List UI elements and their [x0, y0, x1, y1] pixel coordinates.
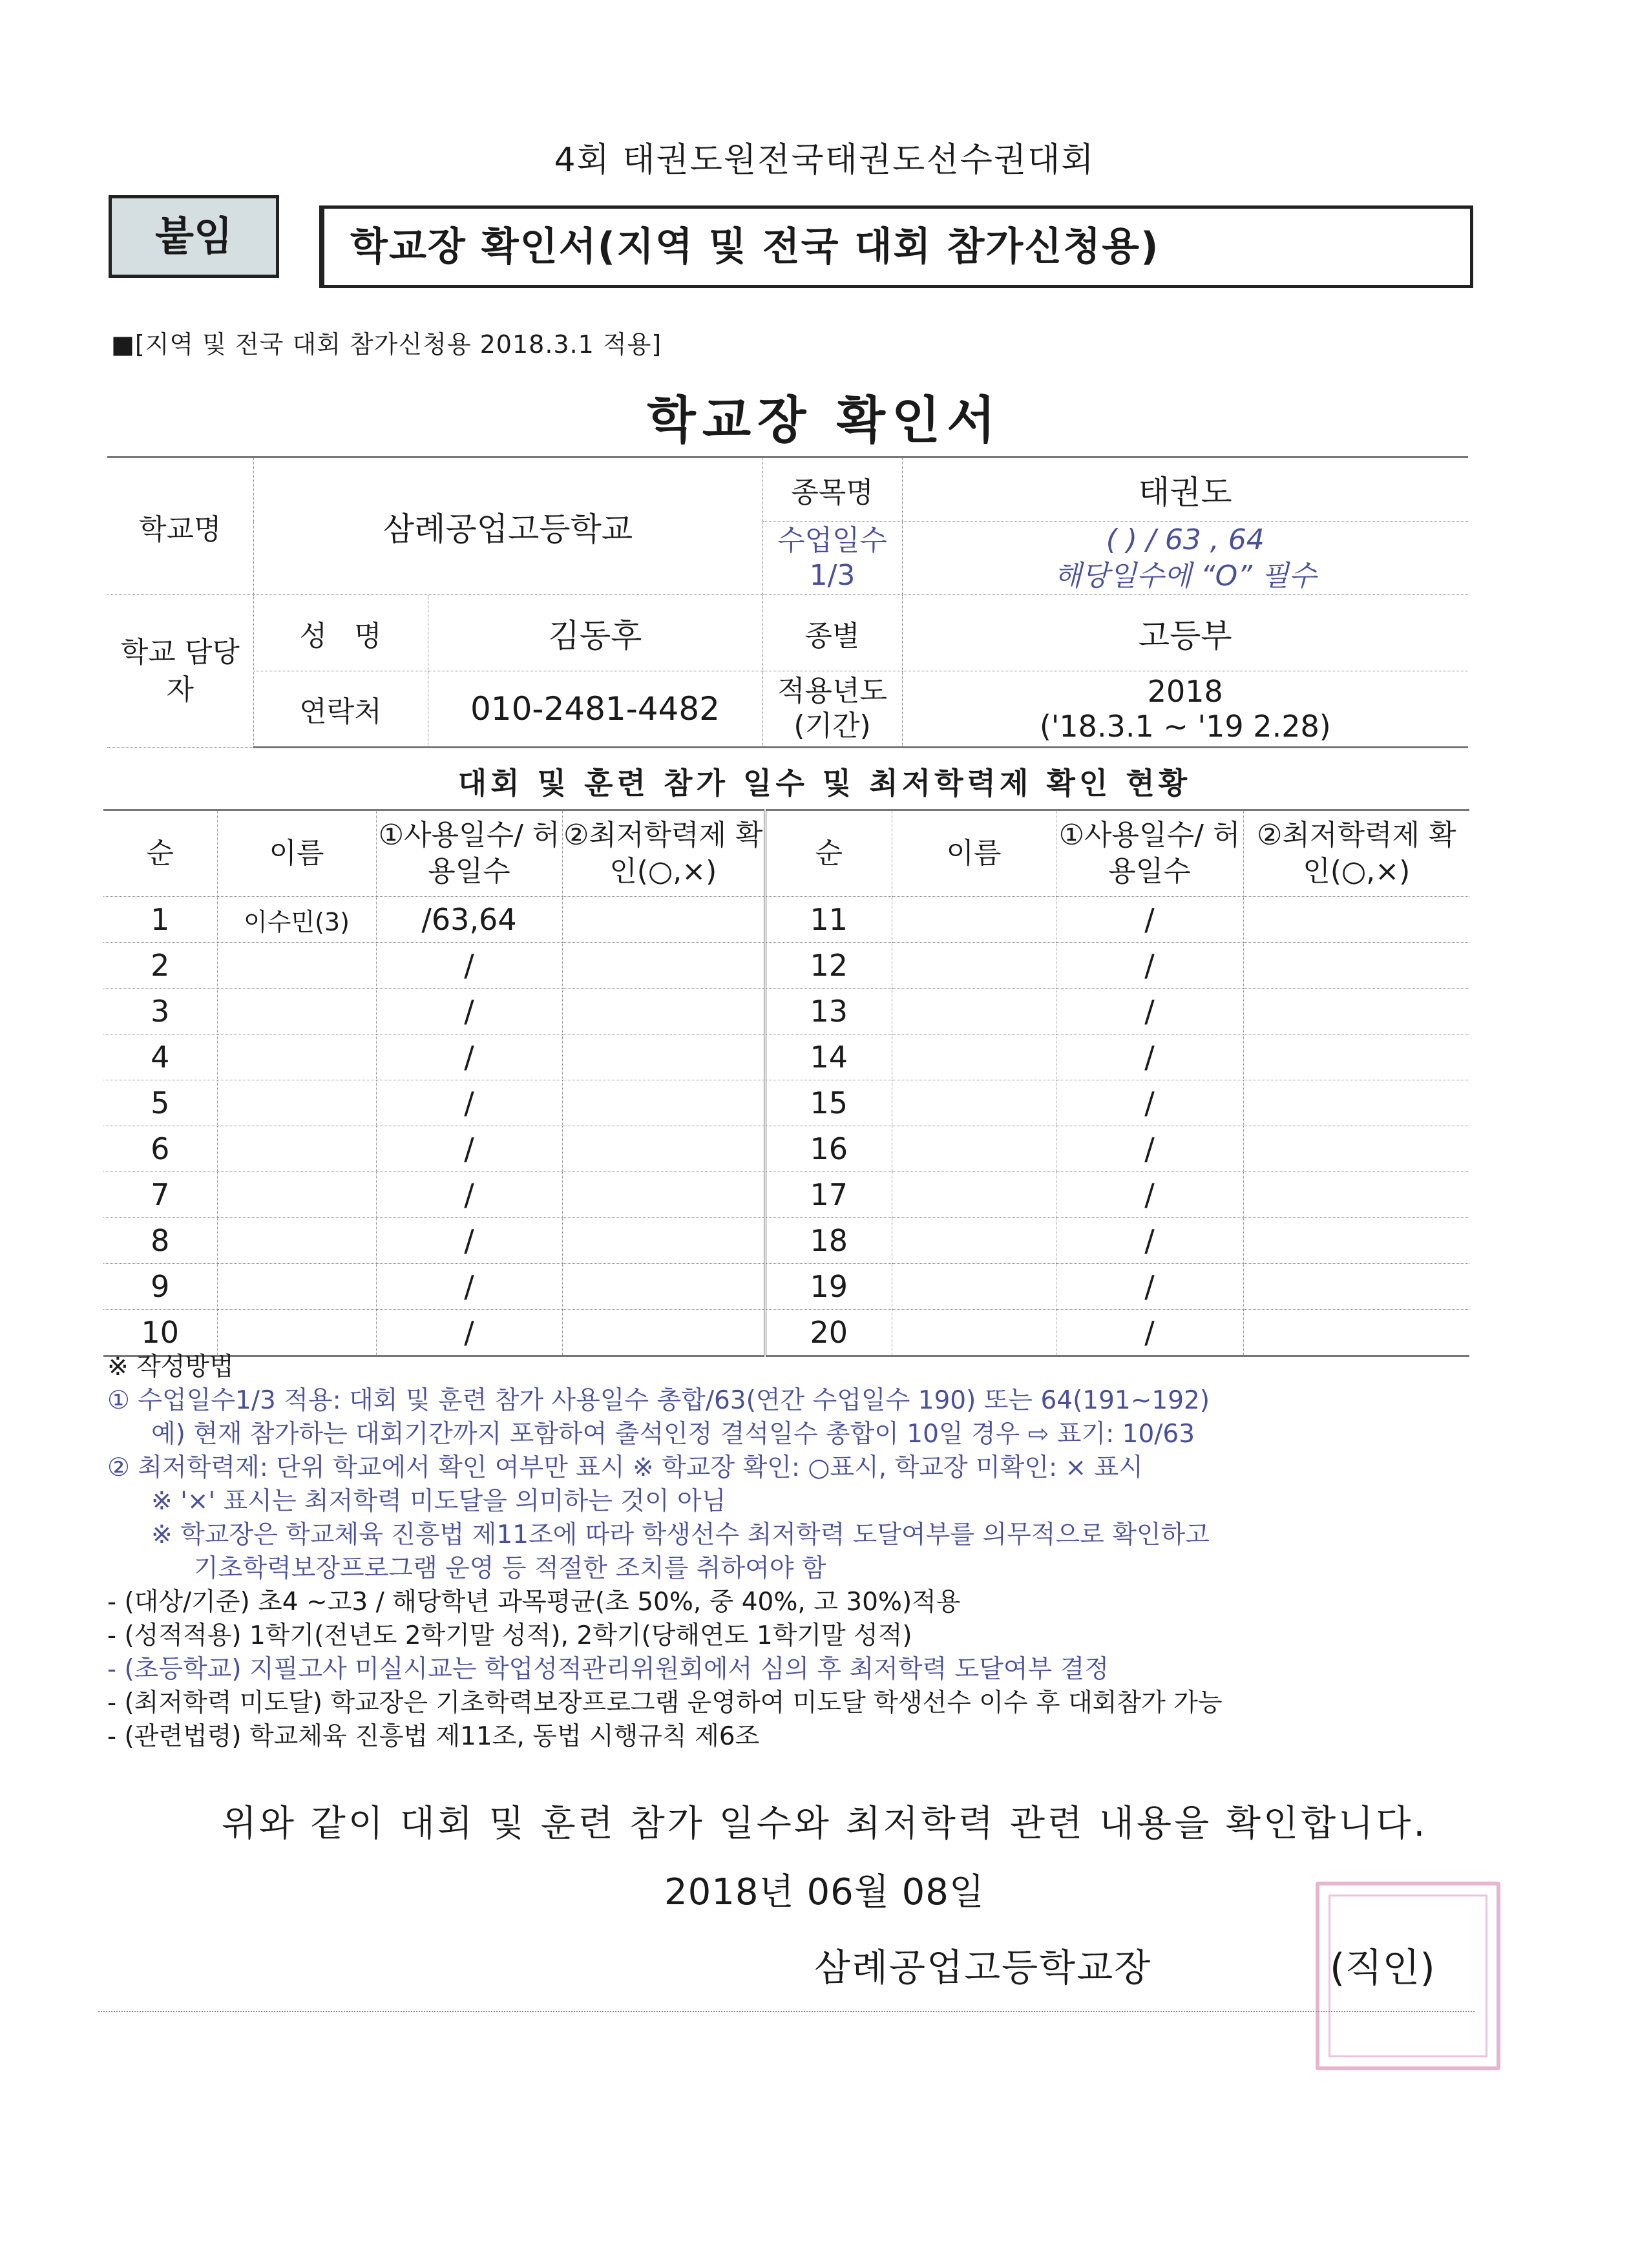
row-number: 9: [103, 1264, 217, 1310]
student-name: 이수민(3): [217, 897, 376, 943]
days-used: /: [376, 1264, 562, 1310]
detail-5: - (관련법령) 학교체육 진흥법 제11조, 동법 시행규칙 제6조: [107, 1722, 760, 1751]
table-row: [103, 1080, 1469, 1126]
table-row: [103, 1264, 1469, 1310]
seal-label: (직인): [1330, 1946, 1435, 1991]
year-value: 2018: [1147, 674, 1223, 709]
row-number: 17: [765, 1172, 892, 1218]
student-name: [217, 1218, 376, 1264]
min-academic-check: [1243, 943, 1469, 989]
student-name: [217, 1310, 376, 1356]
days-used: /: [1056, 1080, 1243, 1126]
subtitle: ■[지역 및 전국 대회 참가신청용 2018.3.1 적용]: [111, 330, 662, 359]
days-used: /: [1056, 1126, 1243, 1172]
row-number: 20: [765, 1310, 892, 1356]
headline-box: 학교장 확인서(지역 및 전국 대회 참가신청용): [319, 205, 1473, 288]
days-used: /: [1056, 1034, 1243, 1080]
days-used: /: [376, 1126, 562, 1172]
student-name: [217, 1034, 376, 1080]
min-academic-check: [1243, 1080, 1469, 1126]
days-used: /: [1056, 1172, 1243, 1218]
col-header-days: ①사용일수/ 허용일수: [376, 810, 562, 897]
period-value: ('18.3.1 ~ '19 2.28): [1039, 709, 1331, 744]
event-label: 종목명: [762, 457, 902, 522]
row-number: 7: [103, 1172, 217, 1218]
student-name: [217, 1126, 376, 1172]
principal-title: 삼례공업고등학교장: [814, 1946, 1152, 1990]
row-number: 13: [765, 989, 892, 1034]
min-academic-check: [562, 1310, 765, 1356]
col-header-days: ①사용일수/ 허용일수: [1056, 810, 1243, 897]
student-name: [892, 897, 1056, 943]
student-name: [217, 989, 376, 1034]
student-name: [217, 1172, 376, 1218]
min-academic-check: [1243, 1218, 1469, 1264]
contact-value: 010-2481-4482: [428, 671, 762, 748]
event-title: 4회 태권도원전국태권도선수권대회: [554, 141, 1095, 180]
min-academic-check: [562, 897, 765, 943]
row-number: 11: [765, 897, 892, 943]
table-row: [103, 1126, 1469, 1172]
table-row: [103, 1034, 1469, 1080]
row-number: 6: [103, 1126, 217, 1172]
row-number: 12: [765, 943, 892, 989]
row-number: 4: [103, 1034, 217, 1080]
division-label: 종별: [762, 595, 902, 671]
days-used: /: [376, 943, 562, 989]
days-used: /: [376, 1080, 562, 1126]
min-academic-check: [1243, 1310, 1469, 1356]
table-row: [103, 897, 1469, 943]
min-academic-check: [562, 1264, 765, 1310]
row-number: 16: [765, 1126, 892, 1172]
detail-2: - (성적적용) 1학기(전년도 2학기말 성적), 2학기(당해연도 1학기말 성적): [107, 1621, 912, 1650]
writing-instructions: [107, 1350, 1497, 1754]
row-number: 5: [103, 1080, 217, 1126]
division-value: 고등부: [902, 595, 1468, 671]
info-table: [107, 456, 1468, 748]
row-number: 19: [765, 1264, 892, 1310]
min-academic-check: [562, 1080, 765, 1126]
document-title: 학교장 확인서: [647, 392, 1002, 450]
row-number: 18: [765, 1218, 892, 1264]
name-value: 김동후: [428, 595, 762, 671]
note-2-c: 기초학력보장프로그램 운영 등 적절한 조치를 취하여야 함: [194, 1554, 826, 1583]
days-label: 수업일수 1/3: [762, 522, 902, 595]
note-2-b: ※ 학교장은 학교체육 진흥법 제11조에 따라 학생선수 최저학력 도달여부를 의무적으로 확인하고: [151, 1520, 1210, 1549]
row-number: 8: [103, 1218, 217, 1264]
signature-date: 2018년 06월 08일: [664, 1871, 985, 1913]
days-used: /: [1056, 1310, 1243, 1356]
year-label: 적용년도 (기간): [762, 671, 902, 748]
name-label: 성 명: [253, 595, 428, 671]
event-value: 태권도: [902, 457, 1468, 522]
confirmation-text: 위와 같이 대회 및 훈련 참가 일수와 최저학력 관련 내용을 확인합니다.: [221, 1803, 1428, 1845]
min-academic-check: [562, 943, 765, 989]
section-heading: 대회 및 훈련 참가 일수 및 최저학력제 확인 현황: [457, 766, 1192, 801]
table-row: [103, 989, 1469, 1034]
year-cell: [902, 671, 1468, 748]
days-used: /: [1056, 989, 1243, 1034]
note-2-a: ※ '×' 표시는 최저학력 미도달을 의미하는 것이 아님: [151, 1487, 726, 1516]
days-used: /: [1056, 897, 1243, 943]
student-name: [892, 1310, 1056, 1356]
school-name: 삼례공업고등학교: [253, 457, 762, 595]
min-academic-check: [1243, 1126, 1469, 1172]
days-used: /: [1056, 1264, 1243, 1310]
row-number: 10: [103, 1310, 217, 1356]
min-academic-check: [1243, 1172, 1469, 1218]
student-name: [892, 1080, 1056, 1126]
min-academic-check: [562, 1172, 765, 1218]
row-number: 14: [765, 1034, 892, 1080]
row-number: 2: [103, 943, 217, 989]
table-row: [103, 1218, 1469, 1264]
col-header-check: ②최저학력제 확인(○,×): [562, 810, 765, 897]
days-used: /: [376, 989, 562, 1034]
student-name: [892, 1126, 1056, 1172]
roster-table: [103, 809, 1469, 1357]
col-header-no: 순: [765, 810, 892, 897]
notes-heading: ※ 작성방법: [107, 1352, 234, 1381]
days-used: /: [376, 1310, 562, 1356]
min-academic-check: [1243, 989, 1469, 1034]
note-1: ① 수업일수1/3 적용: 대회 및 훈련 참가 사용일수 총합/63(연간 수업일수 190) 또는 64(191~192): [107, 1386, 1210, 1415]
contact-label: 연락처: [253, 671, 428, 748]
student-name: [892, 1172, 1056, 1218]
days-value: ( ) / 63 , 64: [1106, 523, 1265, 556]
student-name: [892, 989, 1056, 1034]
student-name: [217, 943, 376, 989]
col-header-check: ②최저학력제 확인(○,×): [1243, 810, 1469, 897]
col-header-name: 이름: [217, 810, 376, 897]
note-1-example: 예) 현재 참가하는 대회기간까지 포함하여 출석인정 결석일수 총합이 10일 경우 ⇨ 표기: 10/63: [151, 1420, 1195, 1449]
school-label: 학교명: [107, 457, 253, 595]
student-name: [217, 1080, 376, 1126]
col-header-no: 순: [103, 810, 217, 897]
min-academic-check: [562, 1126, 765, 1172]
days-used: /: [1056, 943, 1243, 989]
days-used: /: [376, 1218, 562, 1264]
student-name: [892, 1218, 1056, 1264]
detail-3: - (초등학교) 지필고사 미실시교는 학업성적관리위원회에서 심의 후 최저학력 도달여부 결정: [107, 1655, 1109, 1684]
row-number: 1: [103, 897, 217, 943]
days-used: /: [376, 1172, 562, 1218]
note-2: ② 최저학력제: 단위 학교에서 확인 여부만 표시 ※ 학교장 확인: ○표시, 학교장 미확인: × 표시: [107, 1453, 1143, 1482]
student-name: [892, 1034, 1056, 1080]
manager-label: 학교 담당자: [107, 595, 253, 748]
attachment-badge: 붙임: [109, 195, 279, 278]
row-number: 15: [765, 1080, 892, 1126]
student-name: [892, 943, 1056, 989]
row-number: 3: [103, 989, 217, 1034]
student-name: [217, 1264, 376, 1310]
days-used: /: [1056, 1218, 1243, 1264]
table-row: [103, 943, 1469, 989]
detail-4: - (최저학력 미도달) 학교장은 기초학력보장프로그램 운영하여 미도달 학생선수 이수 후 대회참가 가능: [107, 1688, 1223, 1717]
table-row: [103, 1172, 1469, 1218]
detail-1: - (대상/기준) 초4 ~고3 / 해당학년 과목평균(초 50%, 중 40%, 고 30%)적용: [107, 1588, 961, 1617]
days-note: 해당일수에 “O” 필수: [1054, 560, 1317, 593]
table-row: [103, 1310, 1469, 1356]
days-used: /: [376, 1034, 562, 1080]
min-academic-check: [562, 1034, 765, 1080]
bottom-rule: [98, 2011, 1475, 2012]
min-academic-check: [562, 1218, 765, 1264]
days-used: /63,64: [376, 897, 562, 943]
min-academic-check: [1243, 1264, 1469, 1310]
min-academic-check: [1243, 897, 1469, 943]
min-academic-check: [562, 989, 765, 1034]
days-cell: [902, 522, 1468, 595]
col-header-name: 이름: [892, 810, 1056, 897]
min-academic-check: [1243, 1034, 1469, 1080]
student-name: [892, 1264, 1056, 1310]
